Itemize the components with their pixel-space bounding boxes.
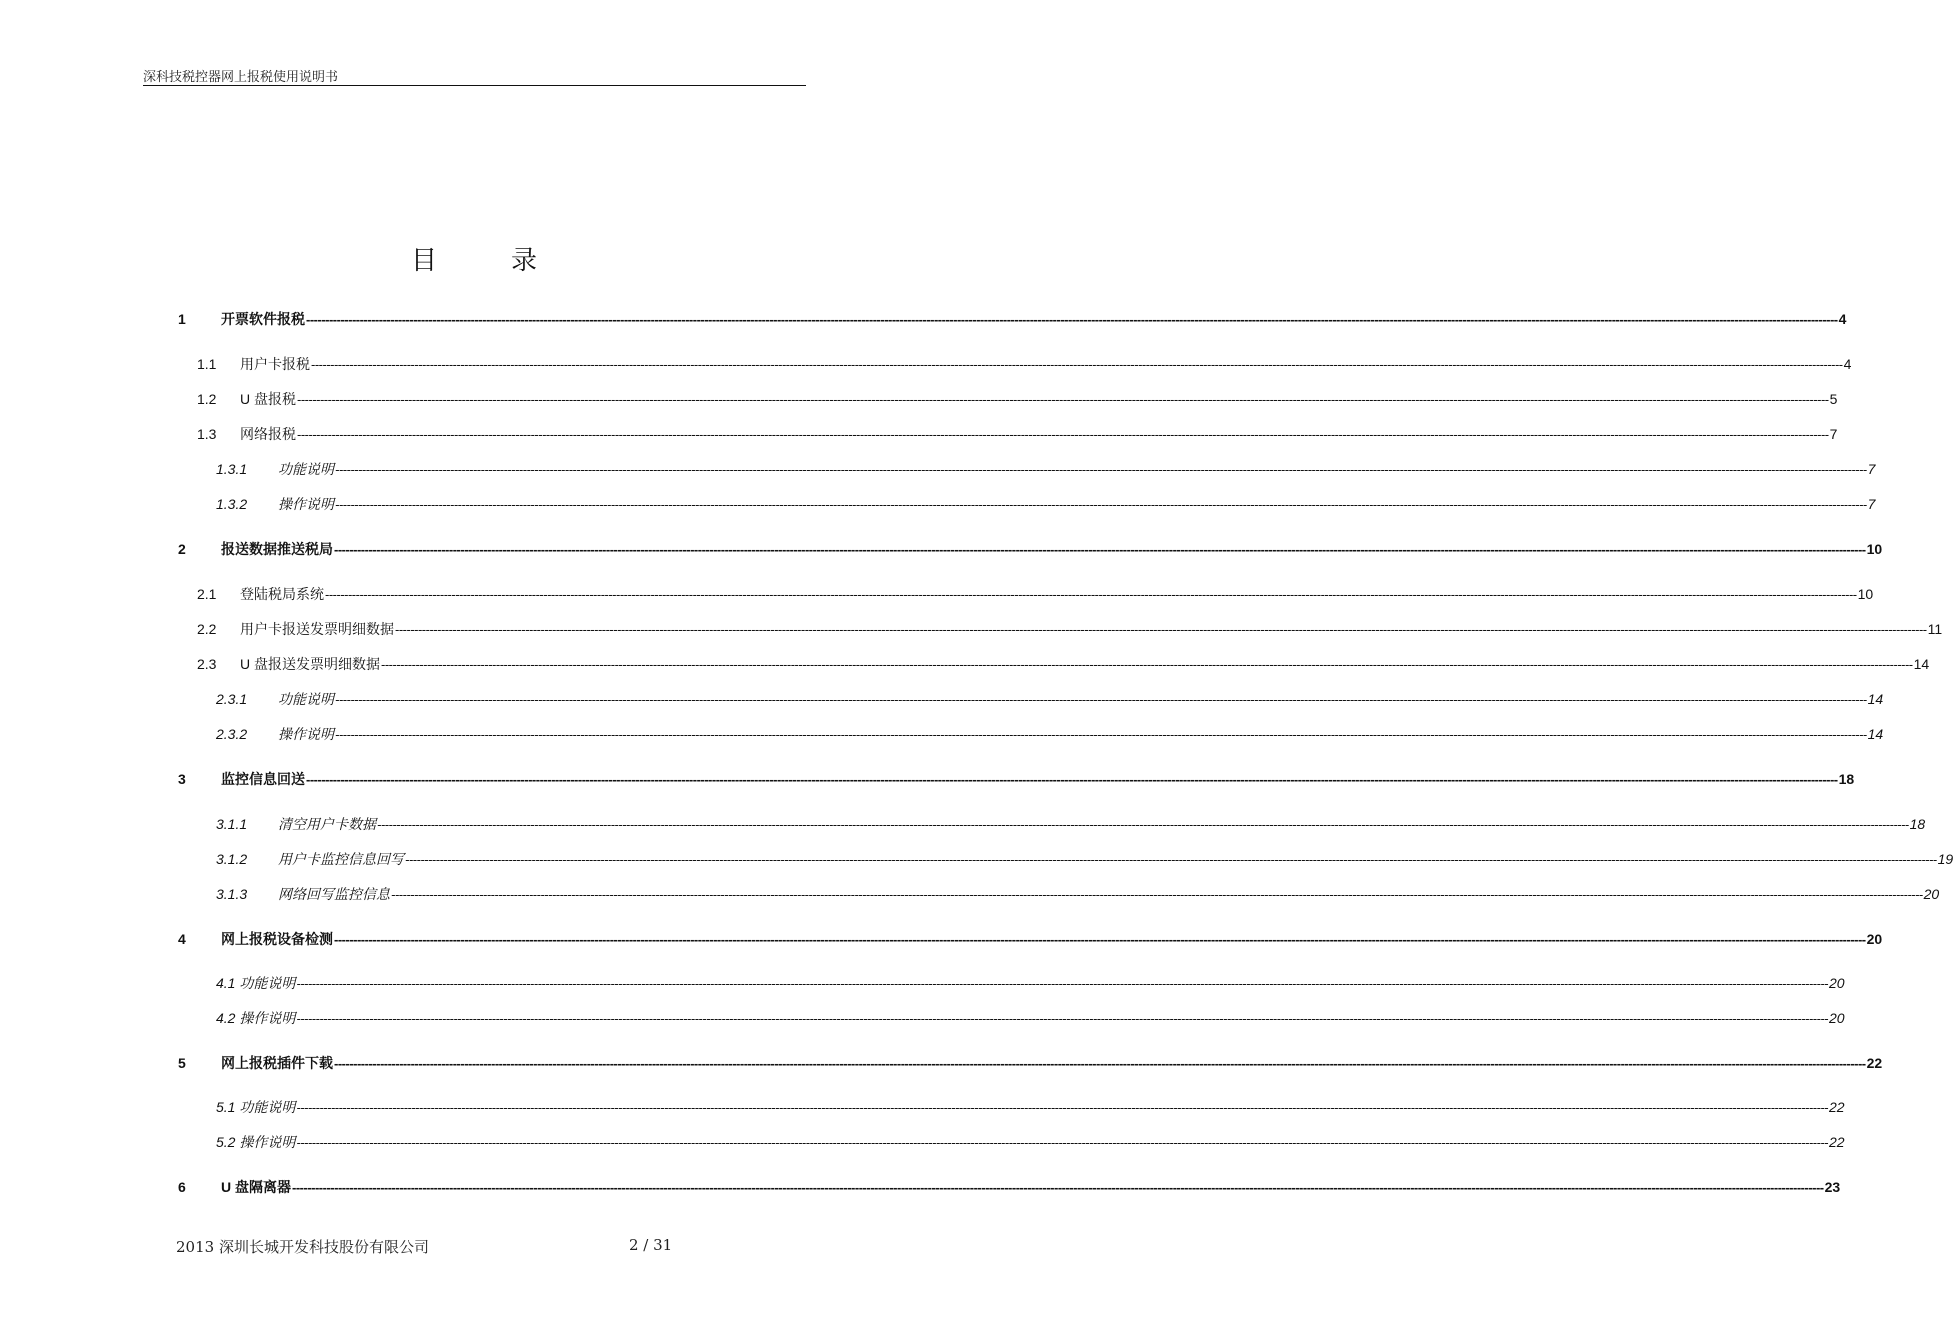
toc-entry-number: 6 (178, 1179, 186, 1195)
toc-entry-title: 登陆税局系统 (240, 586, 324, 602)
toc-entry[interactable] (216, 460, 1876, 479)
toc-entry-page: 23 (1824, 1179, 1841, 1195)
toc-leader: ---------------------------------------------------------------------------------------------------------------------------------------------------------------------------------------------------------------------------------------------------------------------------------------------------------------------------------------------------------------------------------------------------------------- (334, 1056, 1866, 1071)
toc-entry-page: 20 (1829, 1010, 1845, 1026)
toc-leader: ---------------------------------------------------------------------------------------------------------------------------------------------------------------------------------------------------------------------------------------------------------------------------------------------------------------------------------------------------------------------------------------------------------------- (325, 587, 1857, 602)
toc-entry-page: 7 (1867, 496, 1876, 512)
toc-entry[interactable] (216, 1009, 1845, 1028)
toc-entry-number: 1.3 (197, 426, 217, 442)
toc-entry-title: 用户卡报送发票明细数据 (240, 621, 394, 637)
toc-entry-page: 14 (1867, 726, 1884, 742)
toc-entry-number: 1 (178, 311, 186, 327)
toc-entry[interactable] (178, 930, 1883, 949)
toc-entry-title: 操作说明 (278, 496, 334, 512)
toc-entry[interactable] (216, 690, 1884, 709)
toc-entry[interactable] (216, 850, 1953, 869)
toc-entry-title: 4.2 操作说明 (216, 1010, 296, 1026)
footer-page-indicator: 2 / 31 (629, 1236, 673, 1254)
toc-entry-number: 1.3.2 (216, 496, 248, 512)
toc-entry-number: 2 (178, 541, 186, 557)
toc-entry-title: U 盘隔离器 (221, 1179, 291, 1195)
toc-leader: ---------------------------------------------------------------------------------------------------------------------------------------------------------------------------------------------------------------------------------------------------------------------------------------------------------------------------------------------------------------------------------------------------------------- (296, 976, 1828, 991)
toc-entry-page: 22 (1829, 1099, 1845, 1115)
toc-entry-page: 11 (1927, 621, 1943, 637)
toc-entry-page: 14 (1867, 691, 1884, 707)
toc-leader: ---------------------------------------------------------------------------------------------------------------------------------------------------------------------------------------------------------------------------------------------------------------------------------------------------------------------------------------------------------------------------------------------------------------- (306, 772, 1838, 787)
toc-leader: ---------------------------------------------------------------------------------------------------------------------------------------------------------------------------------------------------------------------------------------------------------------------------------------------------------------------------------------------------------------------------------------------------------------- (334, 932, 1866, 947)
toc-entry[interactable] (216, 815, 1926, 834)
toc-entry-page: 10 (1866, 541, 1883, 557)
toc-leader: ---------------------------------------------------------------------------------------------------------------------------------------------------------------------------------------------------------------------------------------------------------------------------------------------------------------------------------------------------------------------------------------------------------------- (377, 817, 1909, 832)
toc-leader: ---------------------------------------------------------------------------------------------------------------------------------------------------------------------------------------------------------------------------------------------------------------------------------------------------------------------------------------------------------------------------------------------------------------- (335, 497, 1867, 512)
toc-entry-page: 20 (1829, 975, 1845, 991)
toc-leader: ---------------------------------------------------------------------------------------------------------------------------------------------------------------------------------------------------------------------------------------------------------------------------------------------------------------------------------------------------------------------------------------------------------------- (334, 542, 1866, 557)
toc-entry-title: U 盘报税 (240, 391, 296, 407)
toc-entry-number: 3.1.2 (216, 851, 248, 867)
toc-entry-page: 20 (1923, 886, 1940, 902)
toc-leader: ---------------------------------------------------------------------------------------------------------------------------------------------------------------------------------------------------------------------------------------------------------------------------------------------------------------------------------------------------------------------------------------------------------------- (296, 1135, 1828, 1150)
toc-entry[interactable] (216, 885, 1940, 904)
toc-leader: ---------------------------------------------------------------------------------------------------------------------------------------------------------------------------------------------------------------------------------------------------------------------------------------------------------------------------------------------------------------------------------------------------------------- (297, 427, 1829, 442)
toc-entry-number: 3.1.1 (216, 816, 248, 832)
toc-entry[interactable] (178, 770, 1855, 789)
toc-entry-page: 22 (1829, 1134, 1845, 1150)
toc-entry[interactable] (216, 1133, 1845, 1152)
toc-leader: ---------------------------------------------------------------------------------------------------------------------------------------------------------------------------------------------------------------------------------------------------------------------------------------------------------------------------------------------------------------------------------------------------------------- (381, 657, 1913, 672)
toc-entry-page: 4 (1843, 356, 1852, 372)
toc-entry[interactable] (216, 974, 1845, 993)
footer-company: 2013 深圳长城开发科技股份有限公司 (176, 1238, 429, 1256)
toc-leader: ---------------------------------------------------------------------------------------------------------------------------------------------------------------------------------------------------------------------------------------------------------------------------------------------------------------------------------------------------------------------------------------------------------------- (405, 852, 1937, 867)
toc-entry[interactable] (197, 655, 1930, 674)
toc-entry-title: 清空用户卡数据 (278, 816, 376, 832)
toc-entry[interactable] (178, 310, 1847, 329)
toc-entry-number: 2.3 (197, 656, 217, 672)
toc-leader: ---------------------------------------------------------------------------------------------------------------------------------------------------------------------------------------------------------------------------------------------------------------------------------------------------------------------------------------------------------------------------------------------------------------- (296, 1011, 1828, 1026)
toc-leader: ---------------------------------------------------------------------------------------------------------------------------------------------------------------------------------------------------------------------------------------------------------------------------------------------------------------------------------------------------------------------------------------------------------------- (292, 1180, 1824, 1195)
toc-entry-page: 18 (1909, 816, 1926, 832)
toc-entry-number: 2.3.1 (216, 691, 248, 707)
toc-entry-title: 功能说明 (278, 461, 334, 477)
toc-entry-page: 22 (1866, 1055, 1883, 1071)
toc-leader: ---------------------------------------------------------------------------------------------------------------------------------------------------------------------------------------------------------------------------------------------------------------------------------------------------------------------------------------------------------------------------------------------------------------- (395, 622, 1927, 637)
toc-entry-title: 网络回写监控信息 (278, 886, 390, 902)
header-rule (143, 85, 806, 86)
toc-entry-number: 2.1 (197, 586, 217, 602)
toc-entry-number: 1.3.1 (216, 461, 248, 477)
toc-entry-number: 2.2 (197, 621, 217, 637)
toc-entry-title: 功能说明 (278, 691, 334, 707)
toc-entry-page: 4 (1838, 311, 1847, 327)
toc-leader: ---------------------------------------------------------------------------------------------------------------------------------------------------------------------------------------------------------------------------------------------------------------------------------------------------------------------------------------------------------------------------------------------------------------- (335, 692, 1867, 707)
toc-entry[interactable] (178, 1178, 1841, 1197)
toc-entry[interactable] (197, 620, 1943, 639)
toc-entry-title: 4.1 功能说明 (216, 975, 296, 991)
toc-entry-number: 3.1.3 (216, 886, 248, 902)
toc-title-left: 目 (410, 246, 439, 276)
toc-entry-page: 19 (1937, 851, 1953, 867)
toc-entry-page: 5 (1829, 391, 1838, 407)
toc-leader: ---------------------------------------------------------------------------------------------------------------------------------------------------------------------------------------------------------------------------------------------------------------------------------------------------------------------------------------------------------------------------------------------------------------- (297, 392, 1829, 407)
running-header: 深科技税控器网上报税使用说明书 (143, 70, 339, 85)
toc-entry-title: 用户卡报税 (240, 356, 310, 372)
toc-entry-number: 2.3.2 (216, 726, 248, 742)
toc-entry-page: 18 (1838, 771, 1855, 787)
toc-entry-page: 7 (1829, 426, 1838, 442)
toc-entry-number: 1.1 (197, 356, 217, 372)
toc-title-right: 录 (511, 246, 540, 276)
toc-entry-number: 5 (178, 1055, 186, 1071)
toc-entry[interactable] (197, 425, 1838, 444)
toc-entry[interactable] (216, 495, 1876, 514)
toc-entry-title: 用户卡监控信息回写 (278, 851, 404, 867)
toc-entry-title: 操作说明 (278, 726, 334, 742)
toc-entry[interactable] (216, 725, 1884, 744)
toc-title (0, 240, 950, 277)
toc-entry[interactable] (178, 540, 1883, 559)
toc-entry-number: 4 (178, 931, 186, 947)
toc-entry-title: 5.1 功能说明 (216, 1099, 296, 1115)
toc-entry-title: 网上报税插件下载 (221, 1055, 333, 1071)
toc-entry-number: 1.2 (197, 391, 217, 407)
toc-entry-title: 网上报税设备检测 (221, 931, 333, 947)
toc-entry-page: 20 (1866, 931, 1883, 947)
toc-entry-number: 3 (178, 771, 186, 787)
toc-entry[interactable] (197, 355, 1852, 374)
toc-leader: ---------------------------------------------------------------------------------------------------------------------------------------------------------------------------------------------------------------------------------------------------------------------------------------------------------------------------------------------------------------------------------------------------------------- (335, 462, 1867, 477)
toc-leader: ---------------------------------------------------------------------------------------------------------------------------------------------------------------------------------------------------------------------------------------------------------------------------------------------------------------------------------------------------------------------------------------------------------------- (391, 887, 1923, 902)
toc-entry[interactable] (216, 1098, 1845, 1117)
toc-entry-title: U 盘报送发票明细数据 (240, 656, 380, 672)
toc-entry[interactable] (197, 585, 1874, 604)
toc-entry-title: 5.2 操作说明 (216, 1134, 296, 1150)
toc-entry-page: 14 (1913, 656, 1930, 672)
toc-entry[interactable] (197, 390, 1838, 409)
toc-entry-title: 开票软件报税 (221, 311, 305, 327)
toc-leader: ---------------------------------------------------------------------------------------------------------------------------------------------------------------------------------------------------------------------------------------------------------------------------------------------------------------------------------------------------------------------------------------------------------------- (311, 357, 1843, 372)
toc-leader: ---------------------------------------------------------------------------------------------------------------------------------------------------------------------------------------------------------------------------------------------------------------------------------------------------------------------------------------------------------------------------------------------------------------- (335, 727, 1867, 742)
toc-entry-title: 网络报税 (240, 426, 296, 442)
toc-leader: ---------------------------------------------------------------------------------------------------------------------------------------------------------------------------------------------------------------------------------------------------------------------------------------------------------------------------------------------------------------------------------------------------------------- (306, 312, 1838, 327)
toc-entry[interactable] (178, 1054, 1883, 1073)
toc-entry-title: 报送数据推送税局 (221, 541, 333, 557)
toc-entry-title: 监控信息回送 (221, 771, 305, 787)
toc-entry-page: 10 (1857, 586, 1874, 602)
toc-entry-page: 7 (1867, 461, 1876, 477)
toc-leader: ---------------------------------------------------------------------------------------------------------------------------------------------------------------------------------------------------------------------------------------------------------------------------------------------------------------------------------------------------------------------------------------------------------------- (296, 1100, 1828, 1115)
